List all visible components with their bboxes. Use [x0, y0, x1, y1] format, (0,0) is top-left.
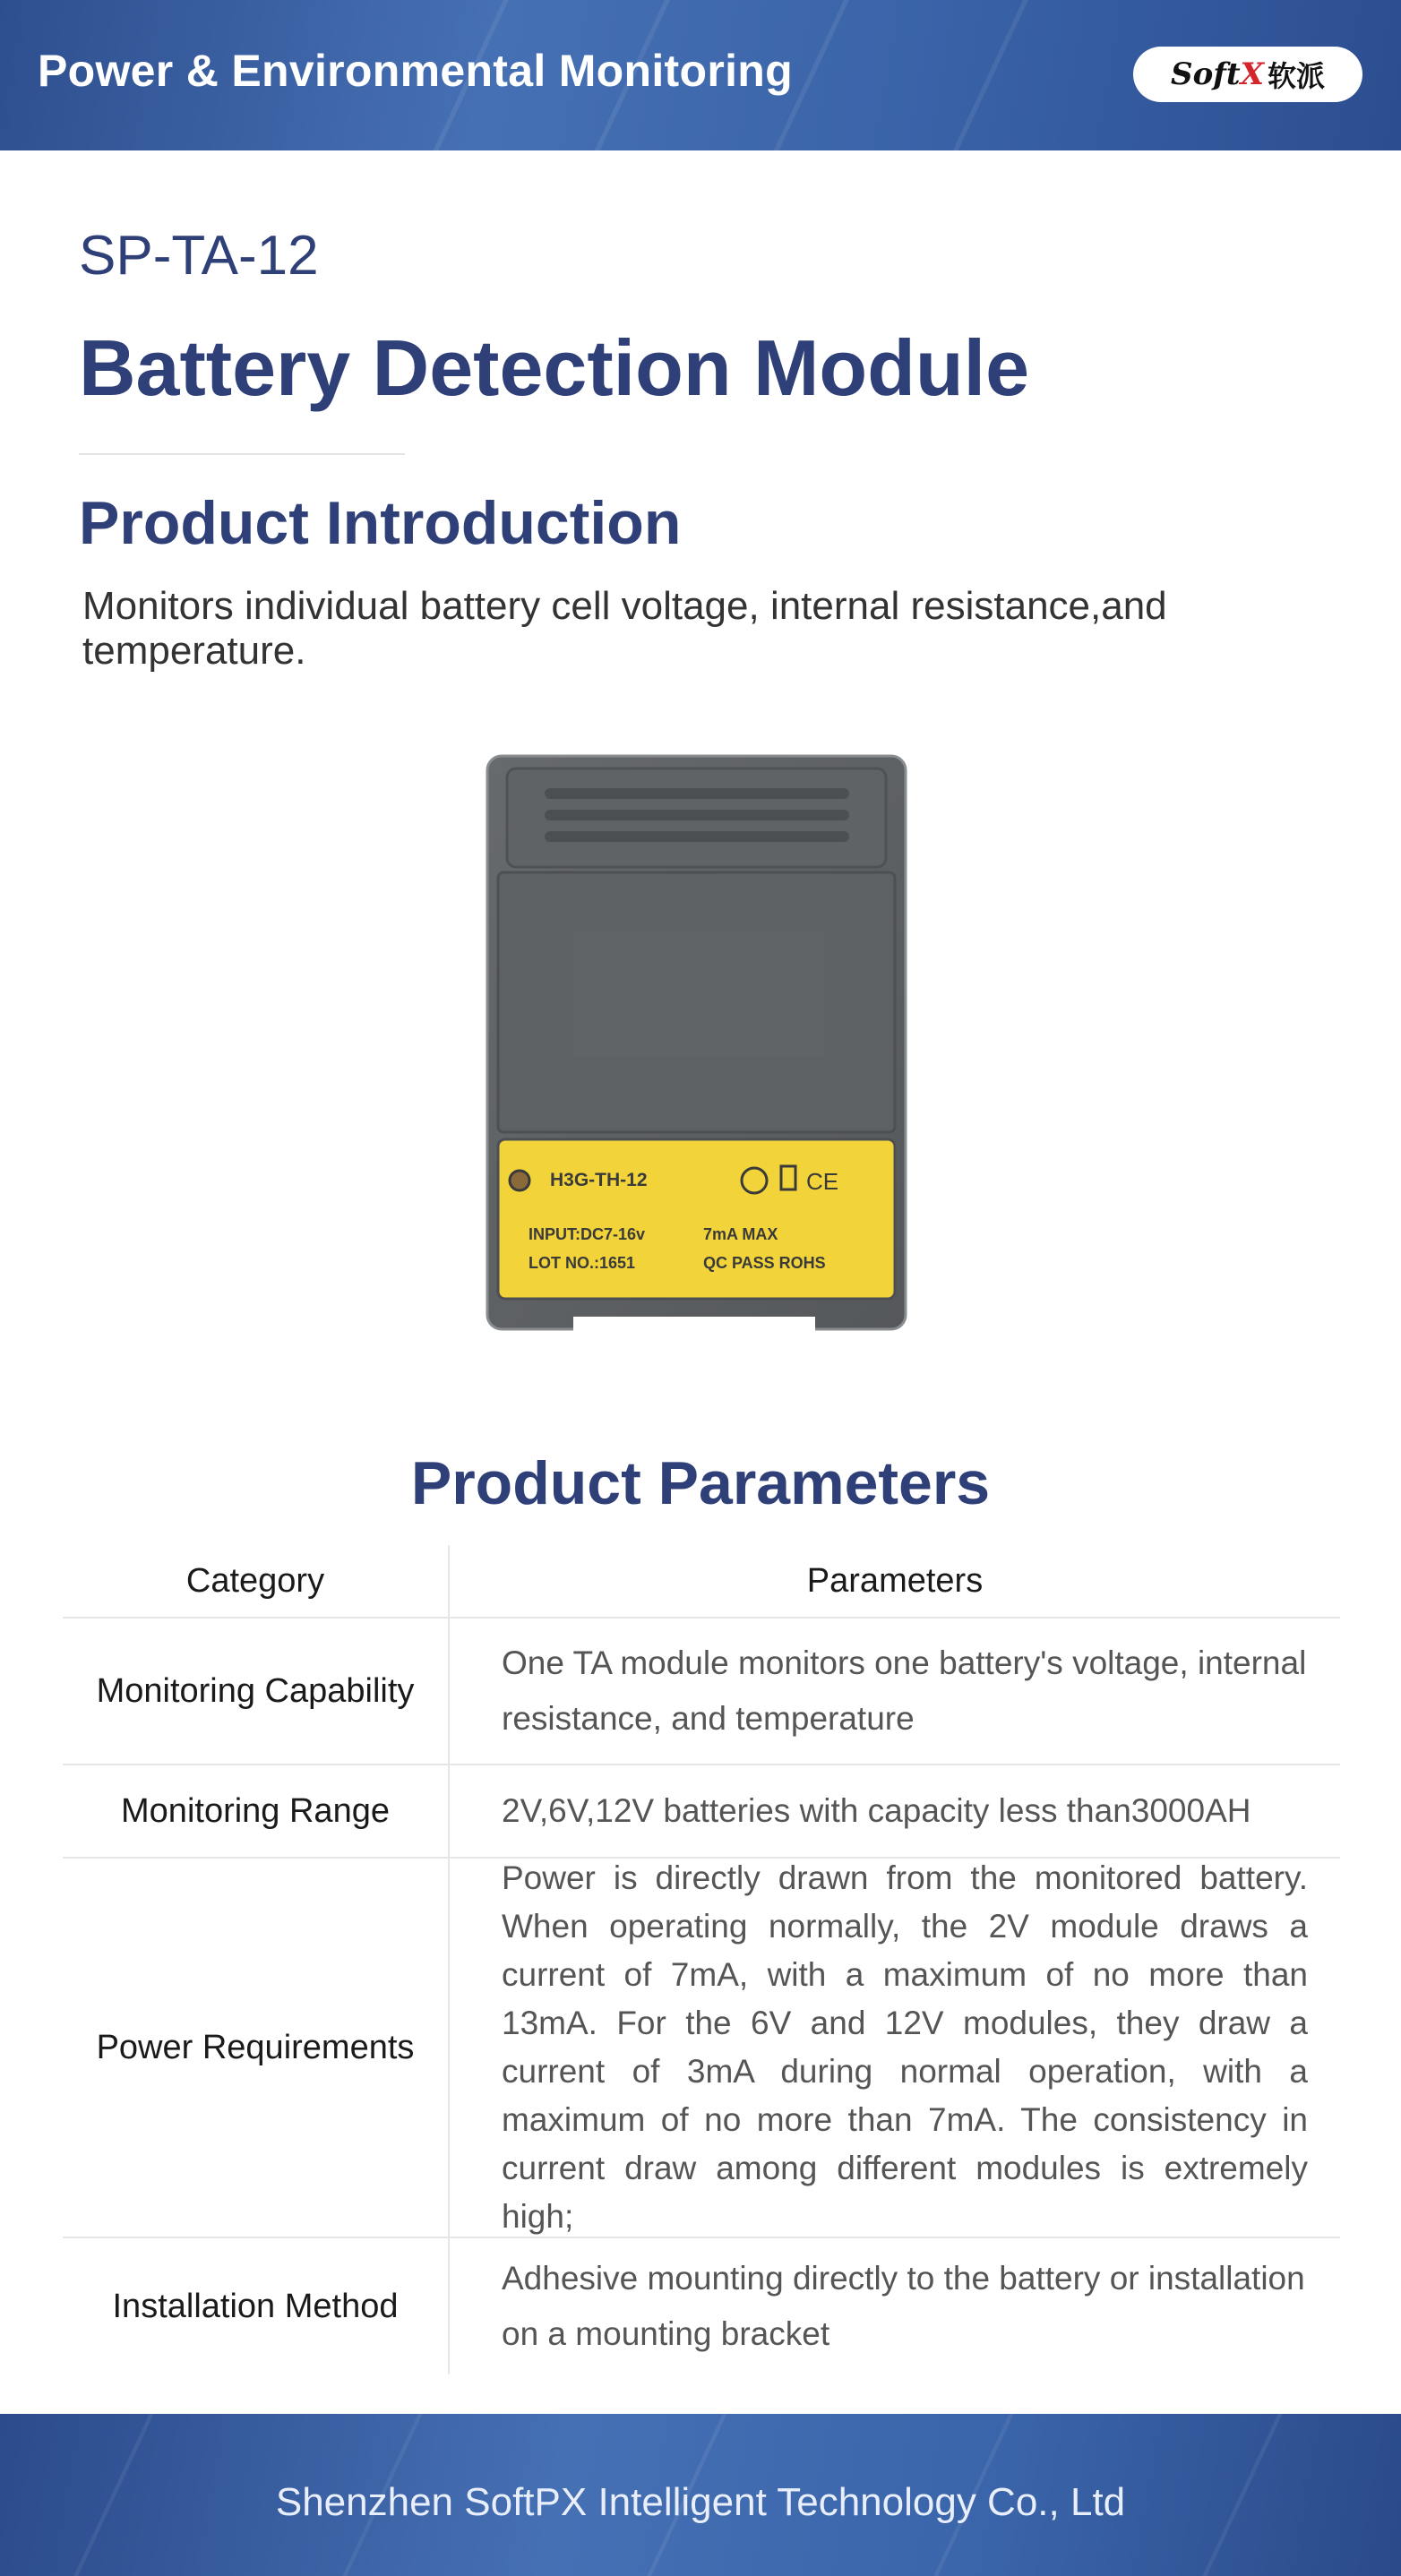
table-row — [63, 1764, 1340, 1857]
column-header-category: Category — [185, 1561, 325, 1600]
device-label-model: H3G-TH-12 — [550, 1170, 648, 1190]
ce-mark: CE — [806, 1168, 839, 1195]
row-category: Monitoring Range — [121, 1791, 390, 1830]
header-title: Power & Environmental Monitoring — [38, 46, 793, 96]
table-row — [63, 2237, 1340, 2374]
section-divider — [79, 453, 405, 455]
row-value: 2V,6V,12V batteries with capacity less than3000AH — [448, 1765, 1340, 1857]
device-led-icon — [510, 1171, 529, 1190]
product-name: Battery Detection Module — [79, 323, 1030, 412]
row-category: Monitoring Capability — [96, 1671, 415, 1710]
row-category: Installation Method — [112, 2287, 399, 2325]
product-model: SP-TA-12 — [79, 225, 319, 287]
device-label-qc: QC PASS ROHS — [703, 1254, 826, 1272]
row-value: One TA module monitors one battery's voltage, internal resistance, and temperature — [448, 1619, 1340, 1764]
introduction-heading: Product Introduction — [79, 489, 682, 557]
footer-company-name: Shenzhen SoftPX Intelligent Technology Co., Ltd — [275, 2480, 1126, 2524]
product-image — [484, 752, 909, 1339]
header-banner — [0, 0, 1401, 150]
column-header-parameters: Parameters — [448, 1545, 1340, 1617]
logo-brand-x: X — [1240, 56, 1264, 92]
logo-brand: Soft — [1171, 56, 1241, 92]
logo-brand-cn: 软派 — [1267, 59, 1325, 93]
company-logo — [1133, 47, 1362, 102]
row-category: Power Requirements — [96, 2028, 415, 2066]
device-label — [498, 1139, 895, 1299]
row-value: Power is directly drawn from the monitored battery. When operating normally, the 2V module draws a current of 7mA, with a maximum of no more than 13mA. For the 6V and 12V modules, they draw a current of 3mA during normal operation, with a maximum of no more than 7mA. The consistency in current draw among different modules is extremely high; — [448, 1859, 1340, 2237]
device-label-lot: LOT NO.:1651 — [529, 1254, 636, 1272]
introduction-text: Monitors individual battery cell voltage, internal resistance,and temperature. — [82, 584, 1167, 673]
row-value: Adhesive mounting directly to the battery or installation on a mounting bracket — [448, 2238, 1340, 2374]
parameters-table — [63, 1545, 1340, 2374]
table-row — [63, 1857, 1340, 2237]
table-row — [63, 1617, 1340, 1764]
table-header-row — [63, 1545, 1340, 1617]
footer-banner — [0, 2414, 1401, 2576]
device-label-input: INPUT:DC7-16v — [529, 1225, 646, 1243]
parameters-heading: Product Parameters — [410, 1449, 991, 1517]
decorative-stripe — [931, 0, 1044, 150]
device-label-current: 7mA MAX — [703, 1225, 778, 1243]
